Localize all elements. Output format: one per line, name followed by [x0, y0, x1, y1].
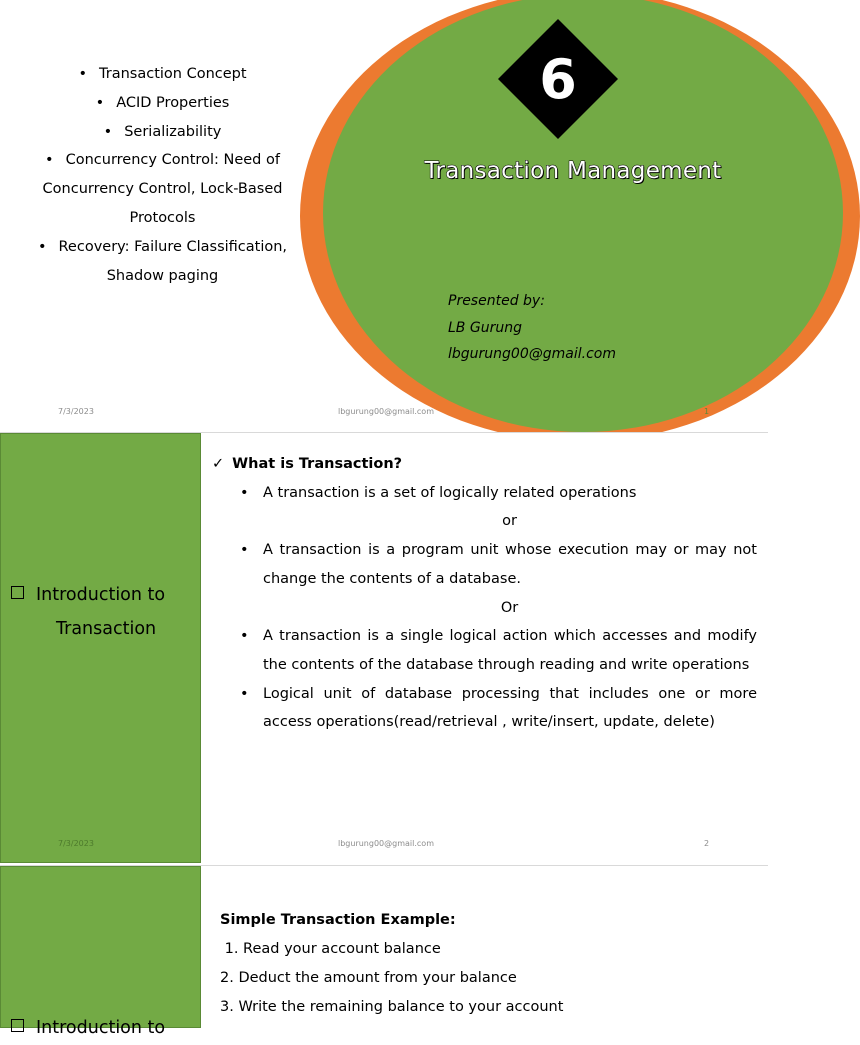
- topic-list: [20, 60, 305, 290]
- presented-by-label: Presented by:: [448, 293, 545, 309]
- footer-page-number: 1: [704, 407, 710, 416]
- bullet-item: • A transaction is a single logical action which accesses and modify the contents of the database through reading and write operations: [212, 622, 757, 679]
- bullet-item: • Logical unit of database processing that includes one or more access operations(read/retrieval , write/insert, update, delete): [212, 680, 757, 737]
- chapter-number: 6: [539, 48, 577, 111]
- footer-date: 7/3/2023: [58, 407, 94, 416]
- step-item: 3. Write the remaining balance to your account: [220, 999, 564, 1015]
- checkmark-icon: ✓: [212, 456, 225, 472]
- footer-page-number: 2: [704, 839, 710, 848]
- slide-1: [0, 0, 768, 432]
- checkbox-square-icon: [11, 1019, 24, 1032]
- bullet-item: • A transaction is a set of logically related operations: [212, 479, 757, 508]
- section-panel: [0, 866, 201, 1038]
- checkbox-square-icon: [11, 586, 24, 599]
- question-heading: ✓ What is Transaction?: [212, 456, 403, 472]
- slide-title: Transaction Management: [424, 158, 722, 184]
- slide-content: [220, 906, 563, 1022]
- topic-item: • Recovery: Failure Classification, Shadow paging: [20, 233, 305, 291]
- topic-item: • Transaction Concept: [20, 60, 305, 89]
- panel-heading: Introduction to: [11, 1011, 206, 1045]
- presenter-email: lbgurung00@gmail.com: [448, 346, 616, 362]
- example-heading: Simple Transaction Example:: [220, 912, 456, 928]
- topic-item: • Serializability: [20, 118, 305, 147]
- panel-heading: Introduction to: [11, 578, 206, 612]
- step-item: 1. Read your account balance: [220, 941, 441, 957]
- bullet-item: • A transaction is a program unit whose execution may or may not change the contents of a database.: [212, 536, 757, 593]
- slide-3: [0, 866, 768, 1038]
- slide-content: [212, 450, 757, 737]
- footer-date: 7/3/2023: [58, 839, 94, 848]
- or-separator: or: [502, 513, 517, 530]
- topic-item: • Concurrency Control: Need of Concurrency Control, Lock-Based Protocols: [20, 146, 305, 232]
- panel-heading-line2: Transaction: [56, 619, 157, 639]
- presenter-name: LB Gurung: [448, 319, 522, 336]
- section-panel: [0, 433, 201, 863]
- presenter-block: [448, 288, 616, 368]
- step-item: 2. Deduct the amount from your balance: [220, 970, 517, 986]
- topic-item: • ACID Properties: [20, 89, 305, 118]
- footer-email: lbgurung00@gmail.com: [338, 407, 434, 416]
- slide-2: [0, 433, 768, 865]
- or-separator: Or: [500, 599, 519, 616]
- footer-email: lbgurung00@gmail.com: [338, 839, 434, 848]
